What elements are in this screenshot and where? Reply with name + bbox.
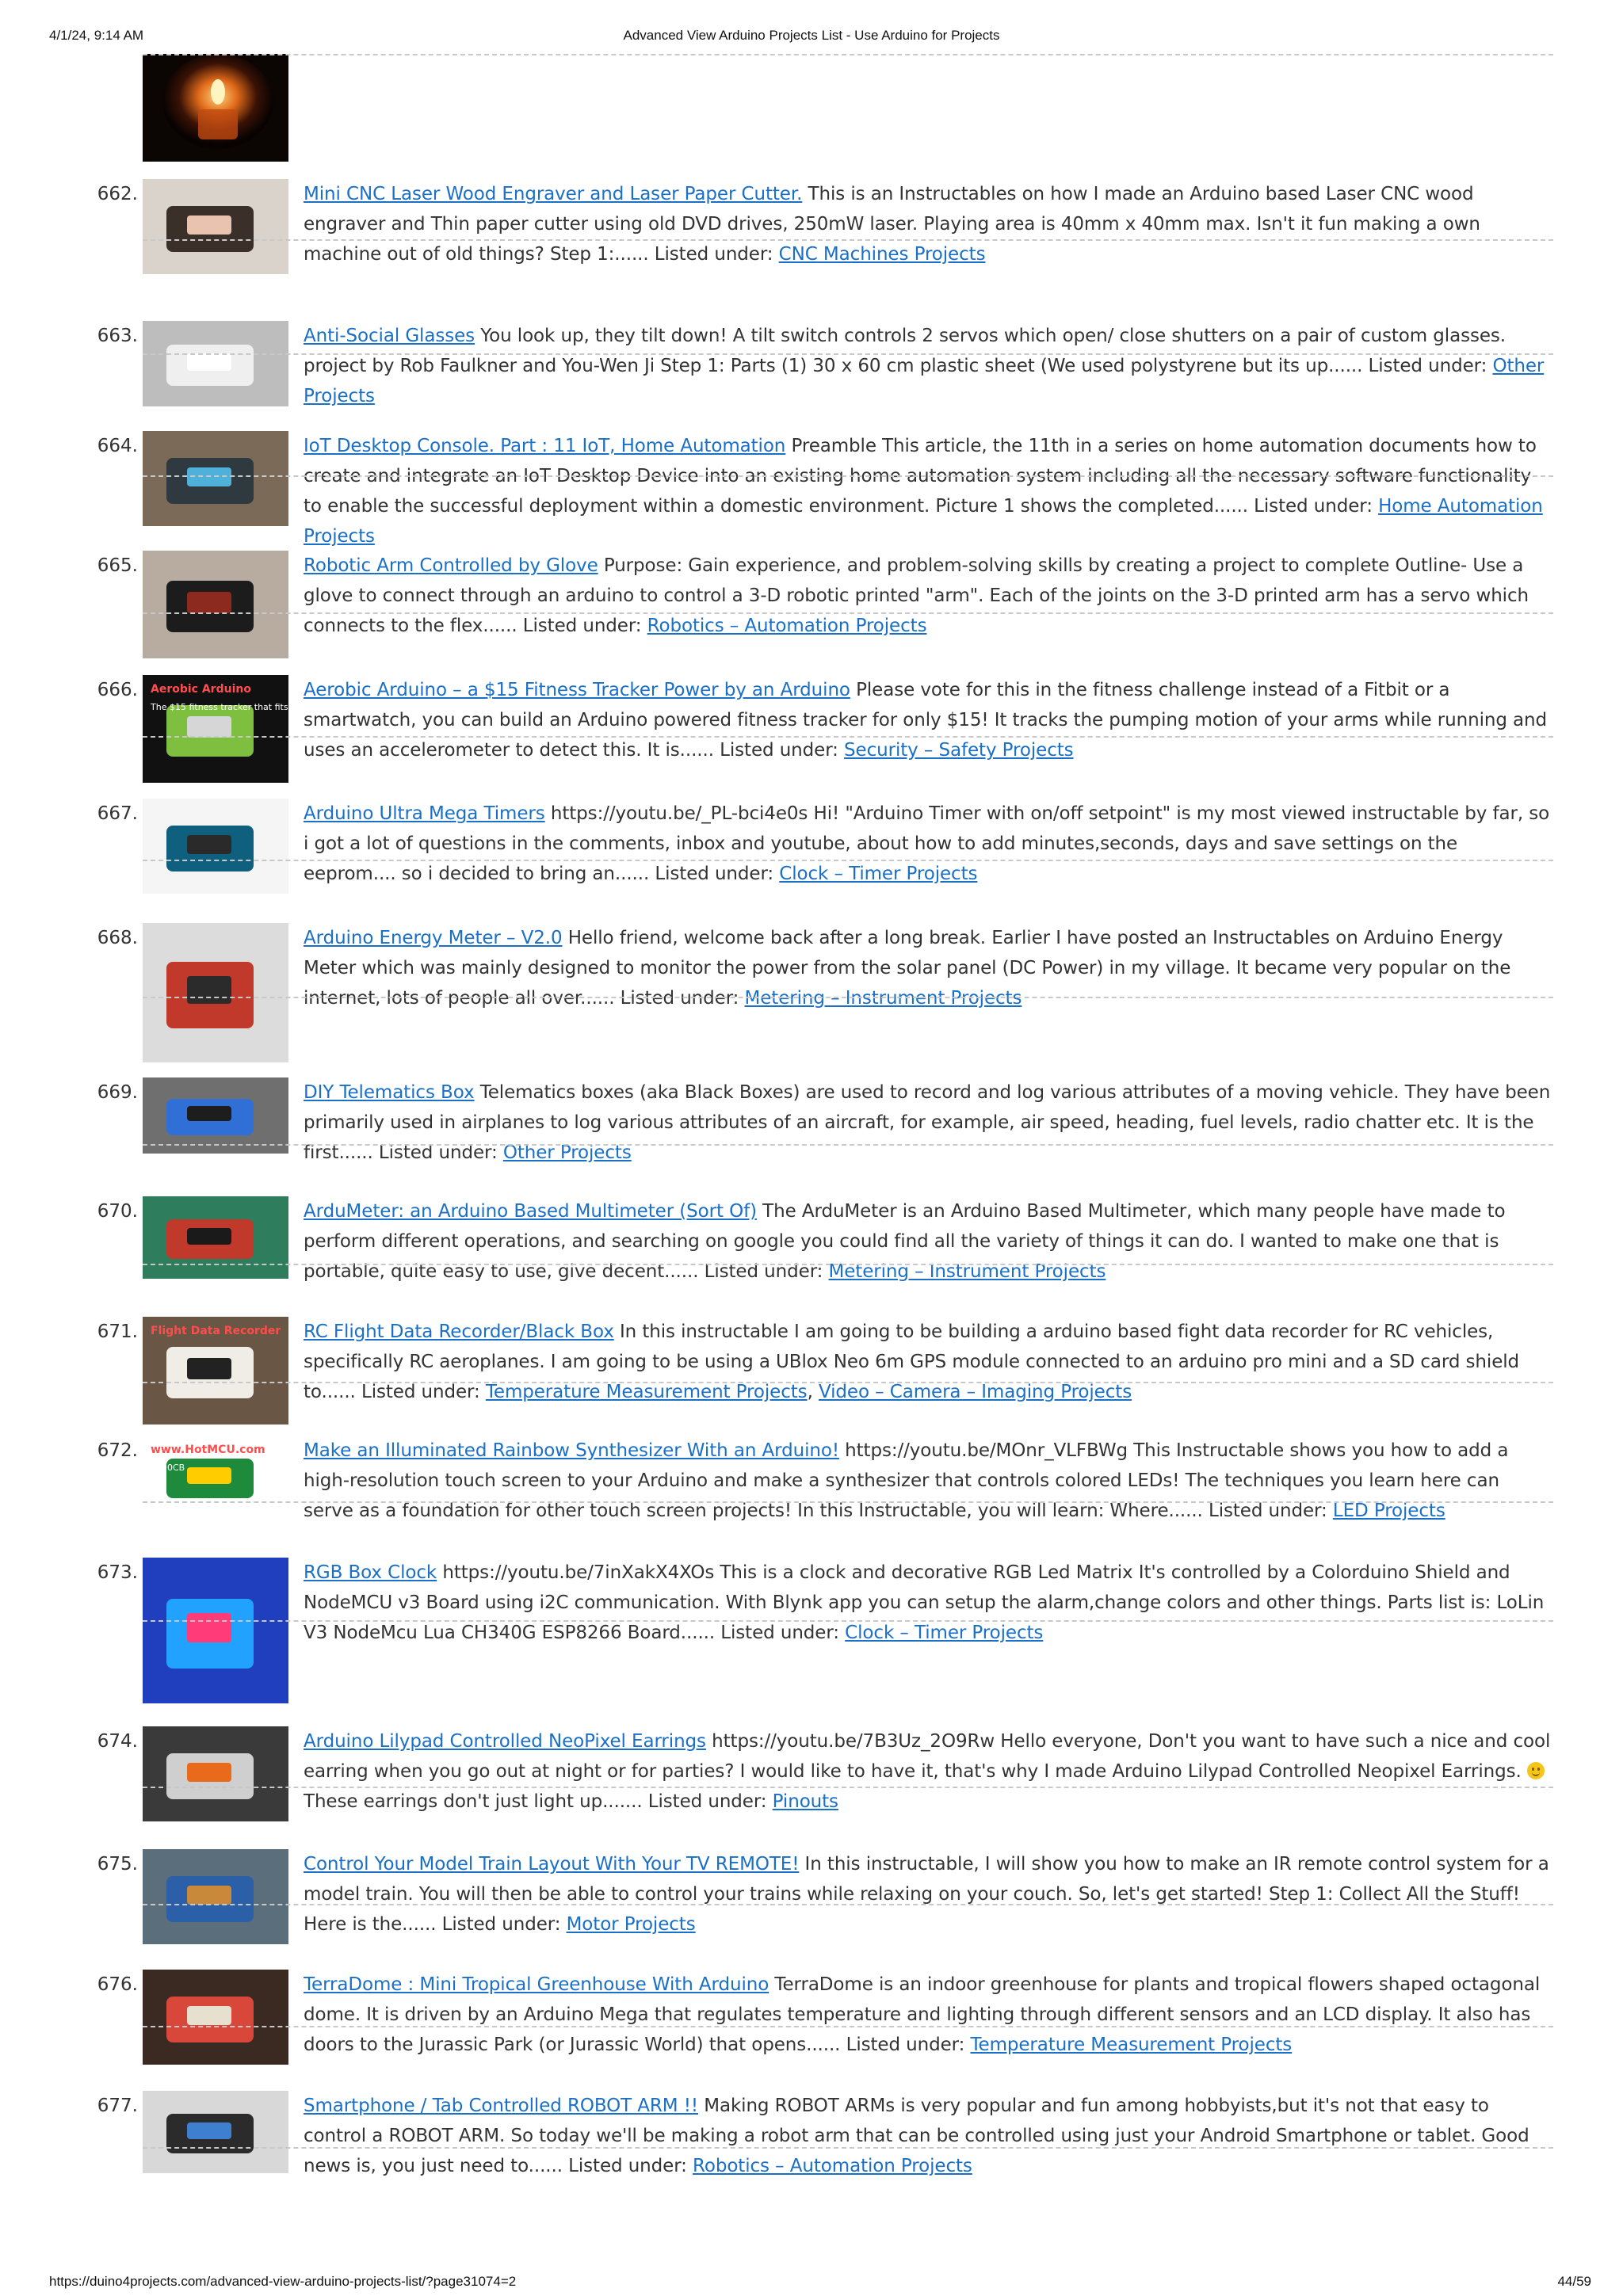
category-link[interactable]: Security – Safety Projects: [844, 740, 1074, 761]
category-link[interactable]: Robotics – Automation Projects: [693, 2156, 972, 2176]
item-thumbnail[interactable]: [143, 1970, 288, 2065]
listed-under-label: Listed under:: [713, 740, 845, 761]
item-thumbnail[interactable]: [143, 1196, 288, 1279]
item-number: 672.: [97, 1440, 138, 1461]
project-excerpt: Please vote for this in the fitness challenge instead of a Fitbit or a smartwatch, you can build an Arduino powered fitness tracker for only $15! It tracks the pumping motion of your arms while running and uses an accelerometer to detect this. It is......: [304, 680, 1548, 761]
thumb-caption-title: Flight Data Recorder: [151, 1325, 281, 1337]
listed-under-label: Listed under:: [1247, 496, 1379, 517]
category-separator: ,: [807, 1382, 819, 1402]
item-thumbnail[interactable]: [143, 923, 288, 1062]
smiley-icon: [1527, 1762, 1545, 1779]
item-number: 663.: [97, 326, 138, 346]
project-excerpt: Hello friend, welcome back after a long break. Earlier I have posted an Instructables on Arduino Energy Meter which was mainly designed to monitor the power from the solar panel (DC Power) in my village. It became very popular on the internet, lots of people all over......: [304, 928, 1511, 1009]
project-title-link[interactable]: Mini CNC Laser Wood Engraver and Laser Paper Cutter.: [304, 184, 803, 204]
item-entry: [304, 321, 1553, 411]
project-excerpt: Purpose: Gain experience, and problem-solving skills by creating a project to complete Outline- Use a glove to connect through an arduino to control a 3-D robotic printed "arm". Each of the joints on the 3-D printed arm has a servo which connects to the flex......: [304, 555, 1529, 636]
item-entry: [304, 1077, 1553, 1168]
project-excerpt: Telematics boxes (aka Black Boxes) are used to record and log various attributes of a moving vehicle. They have been primarily used in airplanes to log various attributes of an aircraft, for example, air speed, heading, fuel levels, radio chatter etc. It is the first......: [304, 1082, 1551, 1163]
item-thumbnail[interactable]: [143, 179, 288, 274]
model-train-photo-icon: [143, 1849, 288, 1944]
previous-item-thumbnail: [143, 54, 288, 162]
listed-under-label: Listed under:: [614, 988, 745, 1009]
listed-under-label: Listed under:: [355, 1382, 486, 1402]
separator: [143, 997, 1553, 998]
code-screenshot-icon: [143, 799, 288, 894]
separator: [143, 860, 1553, 861]
category-link[interactable]: Clock – Timer Projects: [779, 864, 978, 884]
item-number: 665.: [97, 555, 138, 576]
category-link[interactable]: Metering – Instrument Projects: [828, 1261, 1106, 1282]
item-number: 662.: [97, 184, 138, 204]
project-title-link[interactable]: Anti-Social Glasses: [304, 326, 475, 346]
item-entry: [304, 1196, 1553, 1287]
separator: [143, 1144, 1553, 1146]
item-thumbnail[interactable]: [143, 1317, 288, 1425]
print-page-number: 44/59: [1557, 2274, 1591, 2289]
project-excerpt: In this instructable, I will show you how to make an IR remote control system for a model train. You will then be able to control your trains while relaxing on your couch. So, let's get started! Step 1: Collect All the Stuff! Here is the......: [304, 1854, 1549, 1935]
thumb-caption-title: Aerobic Arduino: [151, 683, 251, 696]
item-entry: [304, 2091, 1553, 2181]
item-number: 664.: [97, 436, 138, 456]
separator: [143, 1787, 1553, 1788]
print-page-title: Advanced View Arduino Projects List - Use Arduino for Projects: [623, 28, 1000, 43]
flight-recorder-photo-icon: [143, 1317, 288, 1425]
listed-under-label: Listed under:: [1362, 356, 1493, 376]
separator: [143, 1264, 1553, 1265]
listed-under-label: Listed under:: [715, 1623, 846, 1643]
item-number: 673.: [97, 1562, 138, 1583]
category-link[interactable]: Temperature Measurement Projects: [485, 1382, 808, 1402]
item-thumbnail[interactable]: [143, 551, 288, 658]
item-number: 675.: [97, 1854, 138, 1875]
earrings-photo-icon: [143, 1726, 288, 1821]
item-entry: [304, 799, 1553, 889]
listed-under-label: Listed under:: [840, 2035, 971, 2055]
project-title-link[interactable]: Arduino Energy Meter – V2.0: [304, 928, 563, 948]
thumb-caption-body: The $15 fitness tracker that fits in your pocket: [151, 702, 353, 712]
robot-arm-photo-icon: [143, 2091, 288, 2173]
separator: [143, 2147, 1553, 2149]
synthesizer-board-photo-icon: [143, 1436, 288, 1518]
category-link[interactable]: Metering – Instrument Projects: [744, 988, 1022, 1009]
project-excerpt: https://youtu.be/7B3Uz_2O9Rw Hello everyone, Don't you want to have such a nice and cool earring when you go out at night or for parties? I would like to have it, that's why I made Arduino Lilypad Controlled Neopixel Earrings.: [304, 1731, 1551, 1782]
project-excerpt-tail: These earrings don't just light up.......: [304, 1791, 643, 1812]
energy-meter-photo-icon: [143, 923, 288, 1062]
thumb-caption-title: www.HotMCU.com: [151, 1444, 265, 1456]
item-entry: [304, 1558, 1553, 1648]
project-excerpt: In this instructable I am going to be building a arduino based fight data recorder for RC vehicles, specifically RC aeroplanes. I am going to be using a UBlox Neo 6m GPS module connected to an arduino pro mini and a SD card shield to......: [304, 1322, 1520, 1402]
thumb-caption-body: 7810CB: [151, 1463, 185, 1473]
separator: [143, 1501, 1553, 1503]
project-excerpt: Preamble This article, the 11th in a series on home automation documents how to create and integrate an IoT Desktop Device into an existing home automation system including all the necessary software functionality to enable the successful deployment within a domestic environment. Picture 1 shows the completed......: [304, 436, 1537, 517]
separator: [143, 612, 1553, 614]
category-link[interactable]: Robotics – Automation Projects: [647, 616, 927, 636]
listed-under-label: Listed under:: [649, 864, 780, 884]
listed-under-label: Listed under:: [648, 244, 779, 265]
item-number: 668.: [97, 928, 138, 948]
item-thumbnail[interactable]: [143, 675, 353, 783]
separator: [143, 1620, 1553, 1622]
category-link[interactable]: Motor Projects: [566, 1914, 696, 1935]
item-thumbnail[interactable]: [143, 1849, 288, 1944]
project-title-link[interactable]: Control Your Model Train Layout With Your TV REMOTE!: [304, 1854, 800, 1875]
separator: [143, 2026, 1553, 2027]
item-entry: [304, 923, 1553, 1013]
print-datetime: 4/1/24, 9:14 AM: [49, 28, 144, 43]
project-excerpt: You look up, they tilt down! A tilt switch controls 2 servos which open/ close shutters on a pair of custom glasses. project by Rob Faulkner and You-Wen Ji Step 1: Parts (1) 30 x 60 cm plastic sheet (We used polystyrene but its up......: [304, 326, 1506, 376]
item-entry: [304, 179, 1553, 269]
laser-engraver-photo-icon: [143, 179, 288, 274]
listed-under-label: Listed under:: [642, 1791, 773, 1812]
project-title-link[interactable]: Aerobic Arduino – a $15 Fitness Tracker Power by an Arduino: [304, 680, 850, 700]
separator: [143, 1382, 1553, 1383]
separator: [143, 1904, 1553, 1905]
category-link[interactable]: Other Projects: [502, 1142, 632, 1163]
project-title-link[interactable]: DIY Telematics Box: [304, 1082, 475, 1103]
project-title-link[interactable]: Make an Illuminated Rainbow Synthesizer With an Arduino!: [304, 1440, 839, 1461]
item-thumbnail[interactable]: [143, 1558, 288, 1703]
listed-under-label: Listed under:: [517, 616, 647, 636]
project-excerpt: This is an Instructables on how I made an Arduino based Laser CNC wood engraver and Thin paper cutter using old DVD drives, 250mW laser. Playing area is 40mm x 40mm max. Isn't it fun making a own machine out of old things? Step 1:......: [304, 184, 1480, 265]
item-entry: [304, 1970, 1553, 2060]
separator: [143, 54, 1553, 55]
multimeter-photo-icon: [143, 1196, 288, 1279]
project-title-link[interactable]: Arduino Lilypad Controlled NeoPixel Earrings: [304, 1731, 706, 1752]
category-link[interactable]: Home Automation Projects: [304, 496, 1543, 547]
item-number: 671.: [97, 1322, 138, 1342]
listed-under-label: Listed under:: [436, 1914, 567, 1935]
desktop-console-photo-icon: [143, 431, 288, 526]
category-link[interactable]: CNC Machines Projects: [778, 244, 986, 265]
category-link[interactable]: Temperature Measurement Projects: [970, 2035, 1293, 2055]
item-thumbnail[interactable]: [143, 431, 288, 526]
robotic-arm-photo-icon: [143, 551, 288, 658]
item-number: 666.: [97, 680, 138, 700]
category-link[interactable]: Other Projects: [304, 356, 1545, 406]
listed-under-label: Listed under:: [1202, 1501, 1333, 1521]
item-thumbnail[interactable]: [143, 1436, 288, 1518]
item-entry: [304, 431, 1553, 551]
category-link[interactable]: Clock – Timer Projects: [845, 1623, 1044, 1643]
item-number: 676.: [97, 1974, 138, 1995]
project-excerpt: Making ROBOT ARMs is very popular and fun among hobbyists,but it's not that easy to control a ROBOT ARM. So today we'll be making a robot arm that can be controlled using just your Android Smartphone or tablet. Good news is, you just need to......: [304, 2096, 1529, 2176]
project-title-link[interactable]: ArduMeter: an Arduino Based Multimeter (Sort Of): [304, 1201, 757, 1222]
item-entry: [304, 675, 1553, 765]
item-number: 669.: [97, 1082, 138, 1103]
glasses-photo-icon: [143, 321, 288, 406]
print-url: https://duino4projects.com/advanced-view-arduino-projects-list/?page31074=2: [49, 2274, 517, 2289]
item-thumbnail[interactable]: [143, 799, 288, 894]
item-entry: [304, 1436, 1553, 1526]
rgb-box-render-icon: [143, 1558, 288, 1703]
item-number: 670.: [97, 1201, 138, 1222]
fitness-tracker-photo-icon: [143, 675, 353, 783]
category-link[interactable]: LED Projects: [1332, 1501, 1445, 1521]
project-title-link[interactable]: Smartphone / Tab Controlled ROBOT ARM !!: [304, 2096, 698, 2116]
listed-under-label: Listed under:: [698, 1261, 829, 1282]
project-title-link[interactable]: RC Flight Data Recorder/Black Box: [304, 1322, 614, 1342]
item-thumbnail[interactable]: [143, 1726, 288, 1821]
greenhouse-photo-icon: [143, 1970, 288, 2065]
item-entry: [304, 1317, 1553, 1407]
project-excerpt: TerraDome is an indoor greenhouse for plants and tropical flowers shaped octagonal dome. It is driven by an Arduino Mega that regulates temperature and lighting through different sensors and an LCD display. It also has doors to the Jurassic Park (or Jurassic World) that opens......: [304, 1974, 1541, 2055]
telematics-box-photo-icon: [143, 1077, 288, 1154]
separator: [143, 736, 1553, 738]
project-title-link[interactable]: TerraDome : Mini Tropical Greenhouse With Arduino: [304, 1974, 769, 1995]
project-excerpt: https://youtu.be/MOnr_VLFBWg This Instructable shows you how to add a high-resolution touch screen to your Arduino and make a synthesizer that controls colored LEDs! The techniques you learn here can serve as a foundation for other touch screen projects! In this Instructable, you will learn: Where......: [304, 1440, 1509, 1521]
candle-photo-icon: [143, 54, 288, 162]
item-entry: [304, 1726, 1553, 1817]
project-excerpt: https://youtu.be/7inXakX4XOs This is a clock and decorative RGB Led Matrix It's controlled by a Colorduino Shield and NodeMCU v3 Board using i2C communication. With Blynk app you can setup the alarm,change colors and other things. Parts list is: LoLin V3 NodeMcu Lua CH340G ESP8266 Board......: [304, 1562, 1545, 1643]
project-title-link[interactable]: RGB Box Clock: [304, 1562, 437, 1583]
category-link[interactable]: Pinouts: [772, 1791, 838, 1812]
item-number: 667.: [97, 803, 138, 824]
project-title-link[interactable]: Arduino Ultra Mega Timers: [304, 803, 545, 824]
listed-under-label: Listed under:: [372, 1142, 503, 1163]
separator: [143, 353, 1553, 355]
project-excerpt: The ArduMeter is an Arduino Based Multimeter, which many people have made to perform different operations, and searching on google you could find all the variety of things it can do. I wanted to make one that is portable, quite easy to use, give decent......: [304, 1201, 1506, 1282]
item-number: 674.: [97, 1731, 138, 1752]
listed-under-label: Listed under:: [562, 2156, 693, 2176]
item-entry: [304, 551, 1553, 641]
item-entry: [304, 1849, 1553, 1939]
project-title-link[interactable]: IoT Desktop Console. Part : 11 IoT, Home Automation: [304, 436, 786, 456]
item-thumbnail[interactable]: [143, 2091, 288, 2173]
item-number: 677.: [97, 2096, 138, 2116]
separator: [143, 475, 1553, 477]
item-thumbnail[interactable]: [143, 321, 288, 406]
separator: [143, 239, 1553, 241]
category-link[interactable]: Video – Camera – Imaging Projects: [819, 1382, 1132, 1402]
item-thumbnail[interactable]: [143, 1077, 288, 1154]
project-title-link[interactable]: Robotic Arm Controlled by Glove: [304, 555, 598, 576]
project-excerpt: https://youtu.be/_PL-bci4e0s Hi! "Arduino Timer with on/off setpoint" is my most viewed instructable by far, so i got a lot of questions in the comments, inbox and youtube, about how to add minutes,seconds, days and save settings on the eeprom.... so i decided to bring an......: [304, 803, 1550, 884]
